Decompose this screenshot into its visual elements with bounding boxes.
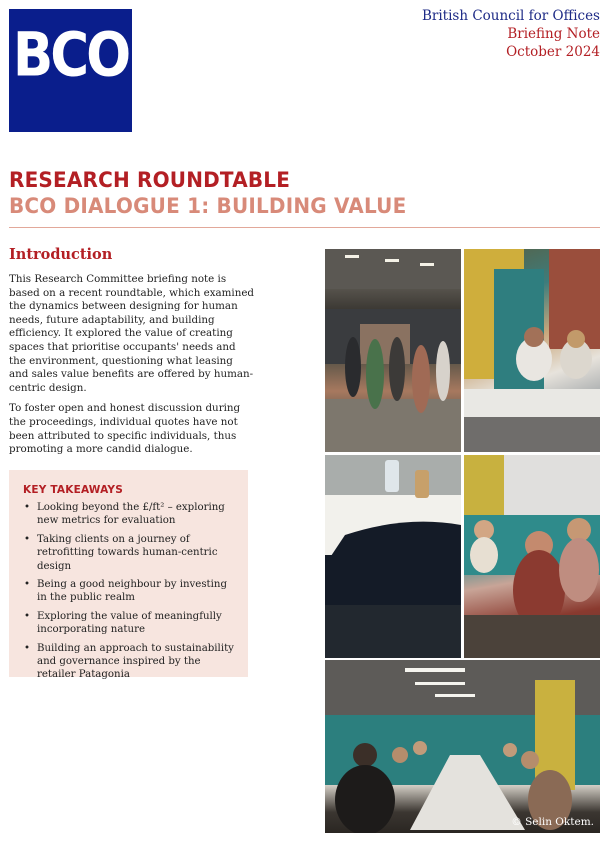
photo-scene (325, 660, 600, 833)
photo-scene (325, 455, 461, 658)
roundtable-photo-3 (325, 455, 461, 658)
logo-text: BCO (12, 20, 129, 91)
photo-scene (325, 249, 461, 452)
key-takeaways-panel (9, 470, 248, 681)
key-takeaways-list (23, 501, 234, 682)
roundtable-photo-2 (464, 249, 600, 452)
bco-logo (9, 9, 132, 132)
takeaway-item: • Exploring the value of meaningfully incorporating nature (23, 610, 234, 637)
intro-paragraph: This Research Committee briefing note is based on a recent roundtable, which examined the dynamics between designing for human needs, future adaptability, and building efficiency. It explored the value of creating spaces that prioritise occupants' needs and the environment, questioning what leasing and sales value benefits are offered by human-centric design. (9, 273, 255, 394)
title-divider (9, 227, 600, 228)
introduction-body (9, 273, 254, 464)
introduction-heading: Introduction (9, 246, 113, 263)
page-subtitle: BCO DIALOGUE 1: BUILDING VALUE (9, 194, 407, 219)
photo-scene (464, 455, 600, 658)
takeaway-item: • Building an approach to sustainability and governance inspired by the retailer Patagonia (23, 642, 234, 682)
key-takeaways-heading: KEY TAKEAWAYS (23, 484, 124, 496)
takeaway-item: • Taking clients on a journey of retrofitting towards human-centric design (23, 533, 234, 573)
organization-name: British Council for Offices (421, 8, 600, 24)
intro-paragraph: To foster open and honest discussion during the proceedings, individual quotes have not been attributed to specific individuals, thus promoting a more candid dialogue. (9, 402, 241, 456)
document-date: October 2024 (506, 44, 600, 60)
takeaway-item: • Looking beyond the £/ft² – exploring new metrics for evaluation (23, 501, 234, 528)
document-header (422, 7, 600, 61)
document-type: Briefing Note (507, 26, 600, 42)
photo-credit: © Selin Oktem. (511, 816, 594, 828)
roundtable-photo-5 (325, 660, 600, 833)
roundtable-photo-4 (464, 455, 600, 658)
takeaway-item: • Being a good neighbour by investing in the public realm (23, 578, 234, 605)
roundtable-photo-1 (325, 249, 461, 452)
page-title: RESEARCH ROUNDTABLE (9, 168, 291, 193)
photo-scene (464, 249, 600, 452)
